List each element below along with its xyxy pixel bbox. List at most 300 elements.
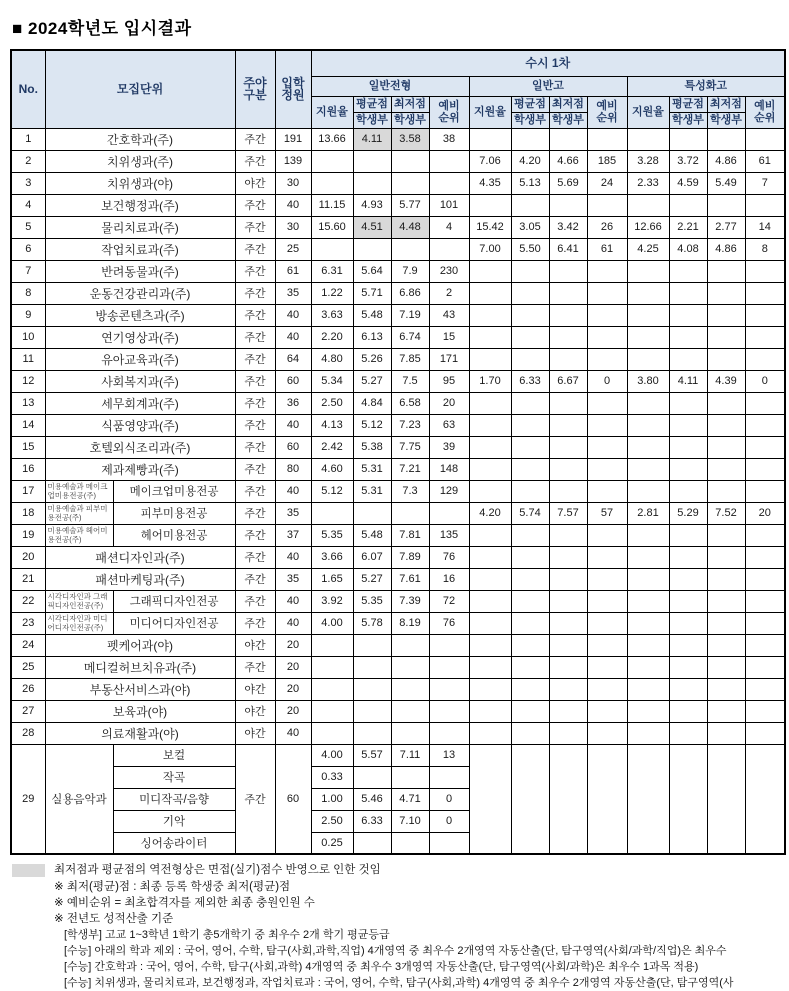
data-cell: 15.42 bbox=[469, 216, 511, 238]
data-cell bbox=[627, 458, 669, 480]
data-cell bbox=[587, 700, 627, 722]
data-cell bbox=[353, 150, 391, 172]
data-cell bbox=[707, 304, 745, 326]
header-group-general-hs: 일반고 bbox=[469, 76, 627, 96]
data-cell: 26 bbox=[587, 216, 627, 238]
data-cell bbox=[511, 260, 549, 282]
data-cell: 6.07 bbox=[353, 546, 391, 568]
data-cell: 7.39 bbox=[391, 590, 429, 612]
table-row bbox=[11, 150, 785, 172]
data-cell: 4 bbox=[429, 216, 469, 238]
data-cell: 4.20 bbox=[469, 502, 511, 524]
data-cell: 4.93 bbox=[353, 194, 391, 216]
data-cell bbox=[469, 260, 511, 282]
unit-full-name-text: 미용예술과 헤어미용전공(주) bbox=[47, 525, 108, 544]
data-cell: 2.50 bbox=[311, 810, 353, 832]
unit-full-name bbox=[45, 612, 113, 634]
data-cell bbox=[627, 304, 669, 326]
data-cell bbox=[669, 326, 707, 348]
data-cell-empty bbox=[511, 744, 549, 854]
data-cell bbox=[311, 700, 353, 722]
unit-full-name-text: 시각디자인과 그래픽디자인전공(주) bbox=[47, 591, 108, 610]
data-cell bbox=[469, 392, 511, 414]
data-cell: 5.27 bbox=[353, 370, 391, 392]
header-avg-2: 평균점 bbox=[511, 96, 549, 112]
data-cell: 7.5 bbox=[391, 370, 429, 392]
row-number: 5 bbox=[11, 216, 45, 238]
data-cell bbox=[669, 546, 707, 568]
quota-cell: 37 bbox=[275, 524, 311, 546]
data-cell: 171 bbox=[429, 348, 469, 370]
data-cell bbox=[669, 656, 707, 678]
data-cell bbox=[511, 524, 549, 546]
table-row bbox=[11, 458, 785, 480]
day-night-cell: 주간 bbox=[235, 656, 275, 678]
data-cell: 5.29 bbox=[669, 502, 707, 524]
data-cell bbox=[511, 590, 549, 612]
data-cell: 7.61 bbox=[391, 568, 429, 590]
day-night-cell: 주간 bbox=[235, 546, 275, 568]
header-min-2: 최저점 bbox=[549, 96, 587, 112]
data-cell bbox=[669, 568, 707, 590]
data-cell bbox=[429, 634, 469, 656]
table-row bbox=[11, 326, 785, 348]
data-cell: 8.19 bbox=[391, 612, 429, 634]
data-cell bbox=[627, 656, 669, 678]
data-cell bbox=[587, 128, 627, 150]
data-cell: 6.33 bbox=[353, 810, 391, 832]
quota-cell: 61 bbox=[275, 260, 311, 282]
data-cell bbox=[549, 612, 587, 634]
data-cell bbox=[549, 194, 587, 216]
data-cell: 15.60 bbox=[311, 216, 353, 238]
table-row bbox=[11, 568, 785, 590]
data-cell: 7.89 bbox=[391, 546, 429, 568]
header-unit: 모집단위 bbox=[45, 50, 235, 128]
table-row bbox=[11, 722, 785, 744]
row-number: 20 bbox=[11, 546, 45, 568]
data-cell bbox=[391, 172, 429, 194]
data-cell bbox=[669, 260, 707, 282]
unit-full-name-text: 미용예술과 피부미용전공(주) bbox=[47, 503, 108, 522]
quota-cell: 139 bbox=[275, 150, 311, 172]
data-cell: 4.66 bbox=[549, 150, 587, 172]
table-row bbox=[11, 392, 785, 414]
data-cell bbox=[587, 546, 627, 568]
table-row bbox=[11, 524, 785, 546]
data-cell bbox=[353, 502, 391, 524]
data-cell bbox=[469, 568, 511, 590]
data-cell bbox=[745, 678, 785, 700]
data-cell bbox=[549, 546, 587, 568]
data-cell bbox=[353, 172, 391, 194]
data-cell: 185 bbox=[587, 150, 627, 172]
data-cell: 5.46 bbox=[353, 788, 391, 810]
data-cell: 5.69 bbox=[549, 172, 587, 194]
quota-cell: 25 bbox=[275, 238, 311, 260]
data-cell bbox=[549, 678, 587, 700]
data-cell bbox=[669, 480, 707, 502]
data-cell: 129 bbox=[429, 480, 469, 502]
row-number: 23 bbox=[11, 612, 45, 634]
data-cell: 7.81 bbox=[391, 524, 429, 546]
header-group-vocational-hs: 특성화고 bbox=[627, 76, 785, 96]
data-cell: 2 bbox=[429, 282, 469, 304]
data-cell bbox=[745, 568, 785, 590]
header-avg-1: 평균점 bbox=[353, 96, 391, 112]
data-cell: 43 bbox=[429, 304, 469, 326]
data-cell: 5.34 bbox=[311, 370, 353, 392]
day-night-cell: 주간 bbox=[235, 458, 275, 480]
data-cell bbox=[707, 590, 745, 612]
data-cell: 7.75 bbox=[391, 436, 429, 458]
data-cell bbox=[511, 282, 549, 304]
header-reserve-1: 예비 순위 bbox=[429, 96, 469, 128]
data-cell: 76 bbox=[429, 546, 469, 568]
data-cell bbox=[627, 436, 669, 458]
quota-cell: 60 bbox=[275, 436, 311, 458]
data-cell bbox=[627, 722, 669, 744]
quota-cell: 80 bbox=[275, 458, 311, 480]
data-cell bbox=[745, 700, 785, 722]
data-cell bbox=[669, 414, 707, 436]
row-number: 29 bbox=[11, 744, 45, 854]
data-cell bbox=[627, 414, 669, 436]
unit-name: 치위생과(야) bbox=[45, 172, 235, 194]
data-cell bbox=[429, 238, 469, 260]
data-cell: 14 bbox=[745, 216, 785, 238]
header-record-avg-2: 학생부 bbox=[511, 112, 549, 128]
header-rate-3: 지원율 bbox=[627, 96, 669, 128]
data-cell: 5.78 bbox=[353, 612, 391, 634]
data-cell: 5.74 bbox=[511, 502, 549, 524]
data-cell: 6.58 bbox=[391, 392, 429, 414]
data-cell bbox=[549, 326, 587, 348]
data-cell bbox=[745, 326, 785, 348]
data-cell bbox=[707, 458, 745, 480]
data-cell bbox=[391, 722, 429, 744]
data-cell: 4.11 bbox=[353, 128, 391, 150]
unit-name: 실용음악과 bbox=[45, 744, 113, 854]
data-cell bbox=[707, 546, 745, 568]
data-cell bbox=[587, 634, 627, 656]
data-cell bbox=[627, 634, 669, 656]
data-cell bbox=[627, 590, 669, 612]
data-cell bbox=[549, 436, 587, 458]
data-cell: 101 bbox=[429, 194, 469, 216]
quota-cell: 40 bbox=[275, 304, 311, 326]
admission-results-table bbox=[10, 49, 786, 855]
data-cell bbox=[549, 590, 587, 612]
table-row bbox=[11, 502, 785, 524]
data-cell: 5.77 bbox=[391, 194, 429, 216]
data-cell: 0 bbox=[587, 370, 627, 392]
data-cell bbox=[745, 590, 785, 612]
music-track-name: 미디작곡/음향 bbox=[113, 788, 235, 810]
data-cell bbox=[627, 128, 669, 150]
day-night-cell: 주간 bbox=[235, 480, 275, 502]
row-number: 27 bbox=[11, 700, 45, 722]
data-cell: 1.70 bbox=[469, 370, 511, 392]
table-row bbox=[11, 216, 785, 238]
unit-name: 제과제빵과(주) bbox=[45, 458, 235, 480]
data-cell bbox=[587, 348, 627, 370]
data-cell: 4.35 bbox=[469, 172, 511, 194]
data-cell bbox=[549, 304, 587, 326]
header-avg-3: 평균점 bbox=[669, 96, 707, 112]
data-cell bbox=[311, 150, 353, 172]
data-cell: 4.80 bbox=[311, 348, 353, 370]
data-cell bbox=[669, 304, 707, 326]
data-cell: 4.00 bbox=[311, 612, 353, 634]
data-cell: 2.50 bbox=[311, 392, 353, 414]
data-cell bbox=[669, 392, 707, 414]
data-cell bbox=[511, 656, 549, 678]
day-night-cell: 주간 bbox=[235, 150, 275, 172]
data-cell bbox=[391, 832, 429, 854]
row-number: 14 bbox=[11, 414, 45, 436]
data-cell bbox=[549, 700, 587, 722]
row-number: 22 bbox=[11, 590, 45, 612]
data-cell bbox=[745, 304, 785, 326]
data-cell bbox=[669, 700, 707, 722]
data-cell: 6.86 bbox=[391, 282, 429, 304]
day-night-cell: 주간 bbox=[235, 128, 275, 150]
day-night-cell: 주간 bbox=[235, 194, 275, 216]
data-cell bbox=[627, 568, 669, 590]
table-row bbox=[11, 612, 785, 634]
header-record-min-1: 학생부 bbox=[391, 112, 429, 128]
data-cell bbox=[587, 392, 627, 414]
data-cell: 8 bbox=[745, 238, 785, 260]
data-cell: 0 bbox=[429, 788, 469, 810]
music-track-name: 보컬 bbox=[113, 744, 235, 766]
quota-cell: 20 bbox=[275, 634, 311, 656]
data-cell bbox=[549, 128, 587, 150]
table-row bbox=[11, 414, 785, 436]
data-cell: 7.00 bbox=[469, 238, 511, 260]
data-cell bbox=[587, 612, 627, 634]
quota-cell: 20 bbox=[275, 678, 311, 700]
unit-sub-name: 그래픽디자인전공 bbox=[113, 590, 235, 612]
data-cell bbox=[707, 128, 745, 150]
data-cell: 6.13 bbox=[353, 326, 391, 348]
data-cell bbox=[707, 260, 745, 282]
data-cell bbox=[707, 656, 745, 678]
header-no: No. bbox=[11, 50, 45, 128]
day-night-cell: 주간 bbox=[235, 744, 275, 854]
data-cell bbox=[429, 678, 469, 700]
data-cell: 4.86 bbox=[707, 238, 745, 260]
note-subline: [수능] 치위생과, 물리치료과, 보건행정과, 작업치료과 : 국어, 영어, 수학, 탐구(사회,과학) 4개영역 중 최우수 2개영역 자동산출(단, 탐구영역(사 bbox=[64, 977, 734, 989]
data-cell: 230 bbox=[429, 260, 469, 282]
unit-name: 작업치료과(주) bbox=[45, 238, 235, 260]
data-cell: 5.57 bbox=[353, 744, 391, 766]
data-cell: 5.31 bbox=[353, 480, 391, 502]
page-title: ■ 2024학년도 입시결과 bbox=[12, 19, 192, 38]
data-cell bbox=[469, 436, 511, 458]
data-cell bbox=[587, 524, 627, 546]
header-quota: 입학 정원 bbox=[275, 50, 311, 128]
row-number: 6 bbox=[11, 238, 45, 260]
data-cell bbox=[391, 634, 429, 656]
header-record-min-2: 학생부 bbox=[549, 112, 587, 128]
table-row bbox=[11, 480, 785, 502]
data-cell: 7.52 bbox=[707, 502, 745, 524]
quota-cell: 40 bbox=[275, 722, 311, 744]
data-cell bbox=[669, 722, 707, 744]
data-cell: 61 bbox=[745, 150, 785, 172]
data-cell bbox=[745, 348, 785, 370]
data-cell bbox=[549, 260, 587, 282]
quota-cell: 60 bbox=[275, 744, 311, 854]
header-reserve-2: 예비 순위 bbox=[587, 96, 627, 128]
table-row bbox=[11, 634, 785, 656]
data-cell-empty bbox=[587, 744, 627, 854]
data-cell bbox=[707, 414, 745, 436]
header-susi-1st: 수시 1차 bbox=[311, 50, 785, 76]
data-cell bbox=[511, 392, 549, 414]
data-cell: 16 bbox=[429, 568, 469, 590]
data-cell bbox=[511, 304, 549, 326]
data-cell bbox=[353, 656, 391, 678]
data-cell bbox=[469, 480, 511, 502]
unit-name: 사회복지과(주) bbox=[45, 370, 235, 392]
data-cell bbox=[587, 590, 627, 612]
quota-cell: 36 bbox=[275, 392, 311, 414]
data-cell: 4.25 bbox=[627, 238, 669, 260]
data-cell bbox=[511, 128, 549, 150]
data-cell bbox=[311, 238, 353, 260]
music-track-name: 싱어송라이터 bbox=[113, 832, 235, 854]
data-cell bbox=[469, 700, 511, 722]
data-cell: 2.20 bbox=[311, 326, 353, 348]
data-cell: 7.19 bbox=[391, 304, 429, 326]
data-cell bbox=[429, 656, 469, 678]
data-cell: 13 bbox=[429, 744, 469, 766]
quota-cell: 40 bbox=[275, 480, 311, 502]
data-cell bbox=[549, 524, 587, 546]
data-cell bbox=[707, 194, 745, 216]
data-cell bbox=[549, 282, 587, 304]
row-number: 11 bbox=[11, 348, 45, 370]
data-cell bbox=[429, 502, 469, 524]
data-cell bbox=[391, 150, 429, 172]
data-cell bbox=[587, 436, 627, 458]
data-cell bbox=[707, 348, 745, 370]
data-cell bbox=[469, 282, 511, 304]
note-line: ※ 최저(평균)점 : 최종 등록 학생중 최저(평균)점 bbox=[54, 881, 291, 893]
data-cell bbox=[353, 832, 391, 854]
quota-cell: 30 bbox=[275, 172, 311, 194]
data-cell bbox=[745, 612, 785, 634]
unit-name: 물리치료과(주) bbox=[45, 216, 235, 238]
data-cell: 5.27 bbox=[353, 568, 391, 590]
data-cell: 7.10 bbox=[391, 810, 429, 832]
data-cell bbox=[429, 832, 469, 854]
data-cell bbox=[707, 678, 745, 700]
quota-cell: 35 bbox=[275, 568, 311, 590]
data-cell bbox=[511, 348, 549, 370]
data-cell: 4.86 bbox=[707, 150, 745, 172]
data-cell: 3.42 bbox=[549, 216, 587, 238]
data-cell bbox=[707, 436, 745, 458]
data-cell bbox=[311, 678, 353, 700]
note-sublines bbox=[12, 927, 789, 991]
note-line: ※ 예비순위 = 최초합격자를 제외한 최종 충원인원 수 bbox=[54, 897, 315, 909]
data-cell bbox=[587, 480, 627, 502]
data-cell: 1.22 bbox=[311, 282, 353, 304]
day-night-cell: 주간 bbox=[235, 304, 275, 326]
table-row bbox=[11, 700, 785, 722]
row-number: 21 bbox=[11, 568, 45, 590]
data-cell bbox=[511, 568, 549, 590]
data-cell: 2.21 bbox=[669, 216, 707, 238]
data-cell: 2.81 bbox=[627, 502, 669, 524]
table-row bbox=[11, 172, 785, 194]
data-cell: 6.33 bbox=[511, 370, 549, 392]
data-cell: 24 bbox=[587, 172, 627, 194]
day-night-cell: 주간 bbox=[235, 590, 275, 612]
data-cell: 3.66 bbox=[311, 546, 353, 568]
data-cell bbox=[745, 392, 785, 414]
data-cell bbox=[469, 546, 511, 568]
data-cell: 7.9 bbox=[391, 260, 429, 282]
data-cell bbox=[353, 722, 391, 744]
unit-name: 패션디자인과(주) bbox=[45, 546, 235, 568]
unit-name: 펫케어과(야) bbox=[45, 634, 235, 656]
results-table-body bbox=[11, 128, 785, 854]
quota-cell: 35 bbox=[275, 502, 311, 524]
data-cell: 6.74 bbox=[391, 326, 429, 348]
data-cell bbox=[511, 700, 549, 722]
data-cell bbox=[707, 700, 745, 722]
data-cell bbox=[587, 260, 627, 282]
data-cell bbox=[587, 678, 627, 700]
data-cell: 5.48 bbox=[353, 304, 391, 326]
data-cell: 72 bbox=[429, 590, 469, 612]
data-cell: 7.3 bbox=[391, 480, 429, 502]
data-cell bbox=[587, 326, 627, 348]
unit-sub-name: 헤어미용전공 bbox=[113, 524, 235, 546]
data-cell bbox=[469, 612, 511, 634]
data-cell bbox=[353, 634, 391, 656]
data-cell bbox=[353, 700, 391, 722]
data-cell bbox=[669, 458, 707, 480]
data-cell bbox=[627, 348, 669, 370]
data-cell-empty bbox=[669, 744, 707, 854]
header-record-avg-3: 학생부 bbox=[669, 112, 707, 128]
data-cell: 11.15 bbox=[311, 194, 353, 216]
data-cell bbox=[549, 348, 587, 370]
row-number: 28 bbox=[11, 722, 45, 744]
data-cell: 4.11 bbox=[669, 370, 707, 392]
data-cell: 3.63 bbox=[311, 304, 353, 326]
data-cell bbox=[391, 700, 429, 722]
data-cell: 4.71 bbox=[391, 788, 429, 810]
data-cell bbox=[627, 326, 669, 348]
data-cell bbox=[745, 634, 785, 656]
unit-name: 보육과(야) bbox=[45, 700, 235, 722]
data-cell: 4.48 bbox=[391, 216, 429, 238]
data-cell bbox=[745, 480, 785, 502]
quota-cell: 20 bbox=[275, 656, 311, 678]
quota-cell: 60 bbox=[275, 370, 311, 392]
data-cell bbox=[587, 722, 627, 744]
data-cell bbox=[469, 194, 511, 216]
row-number: 2 bbox=[11, 150, 45, 172]
data-cell bbox=[627, 700, 669, 722]
